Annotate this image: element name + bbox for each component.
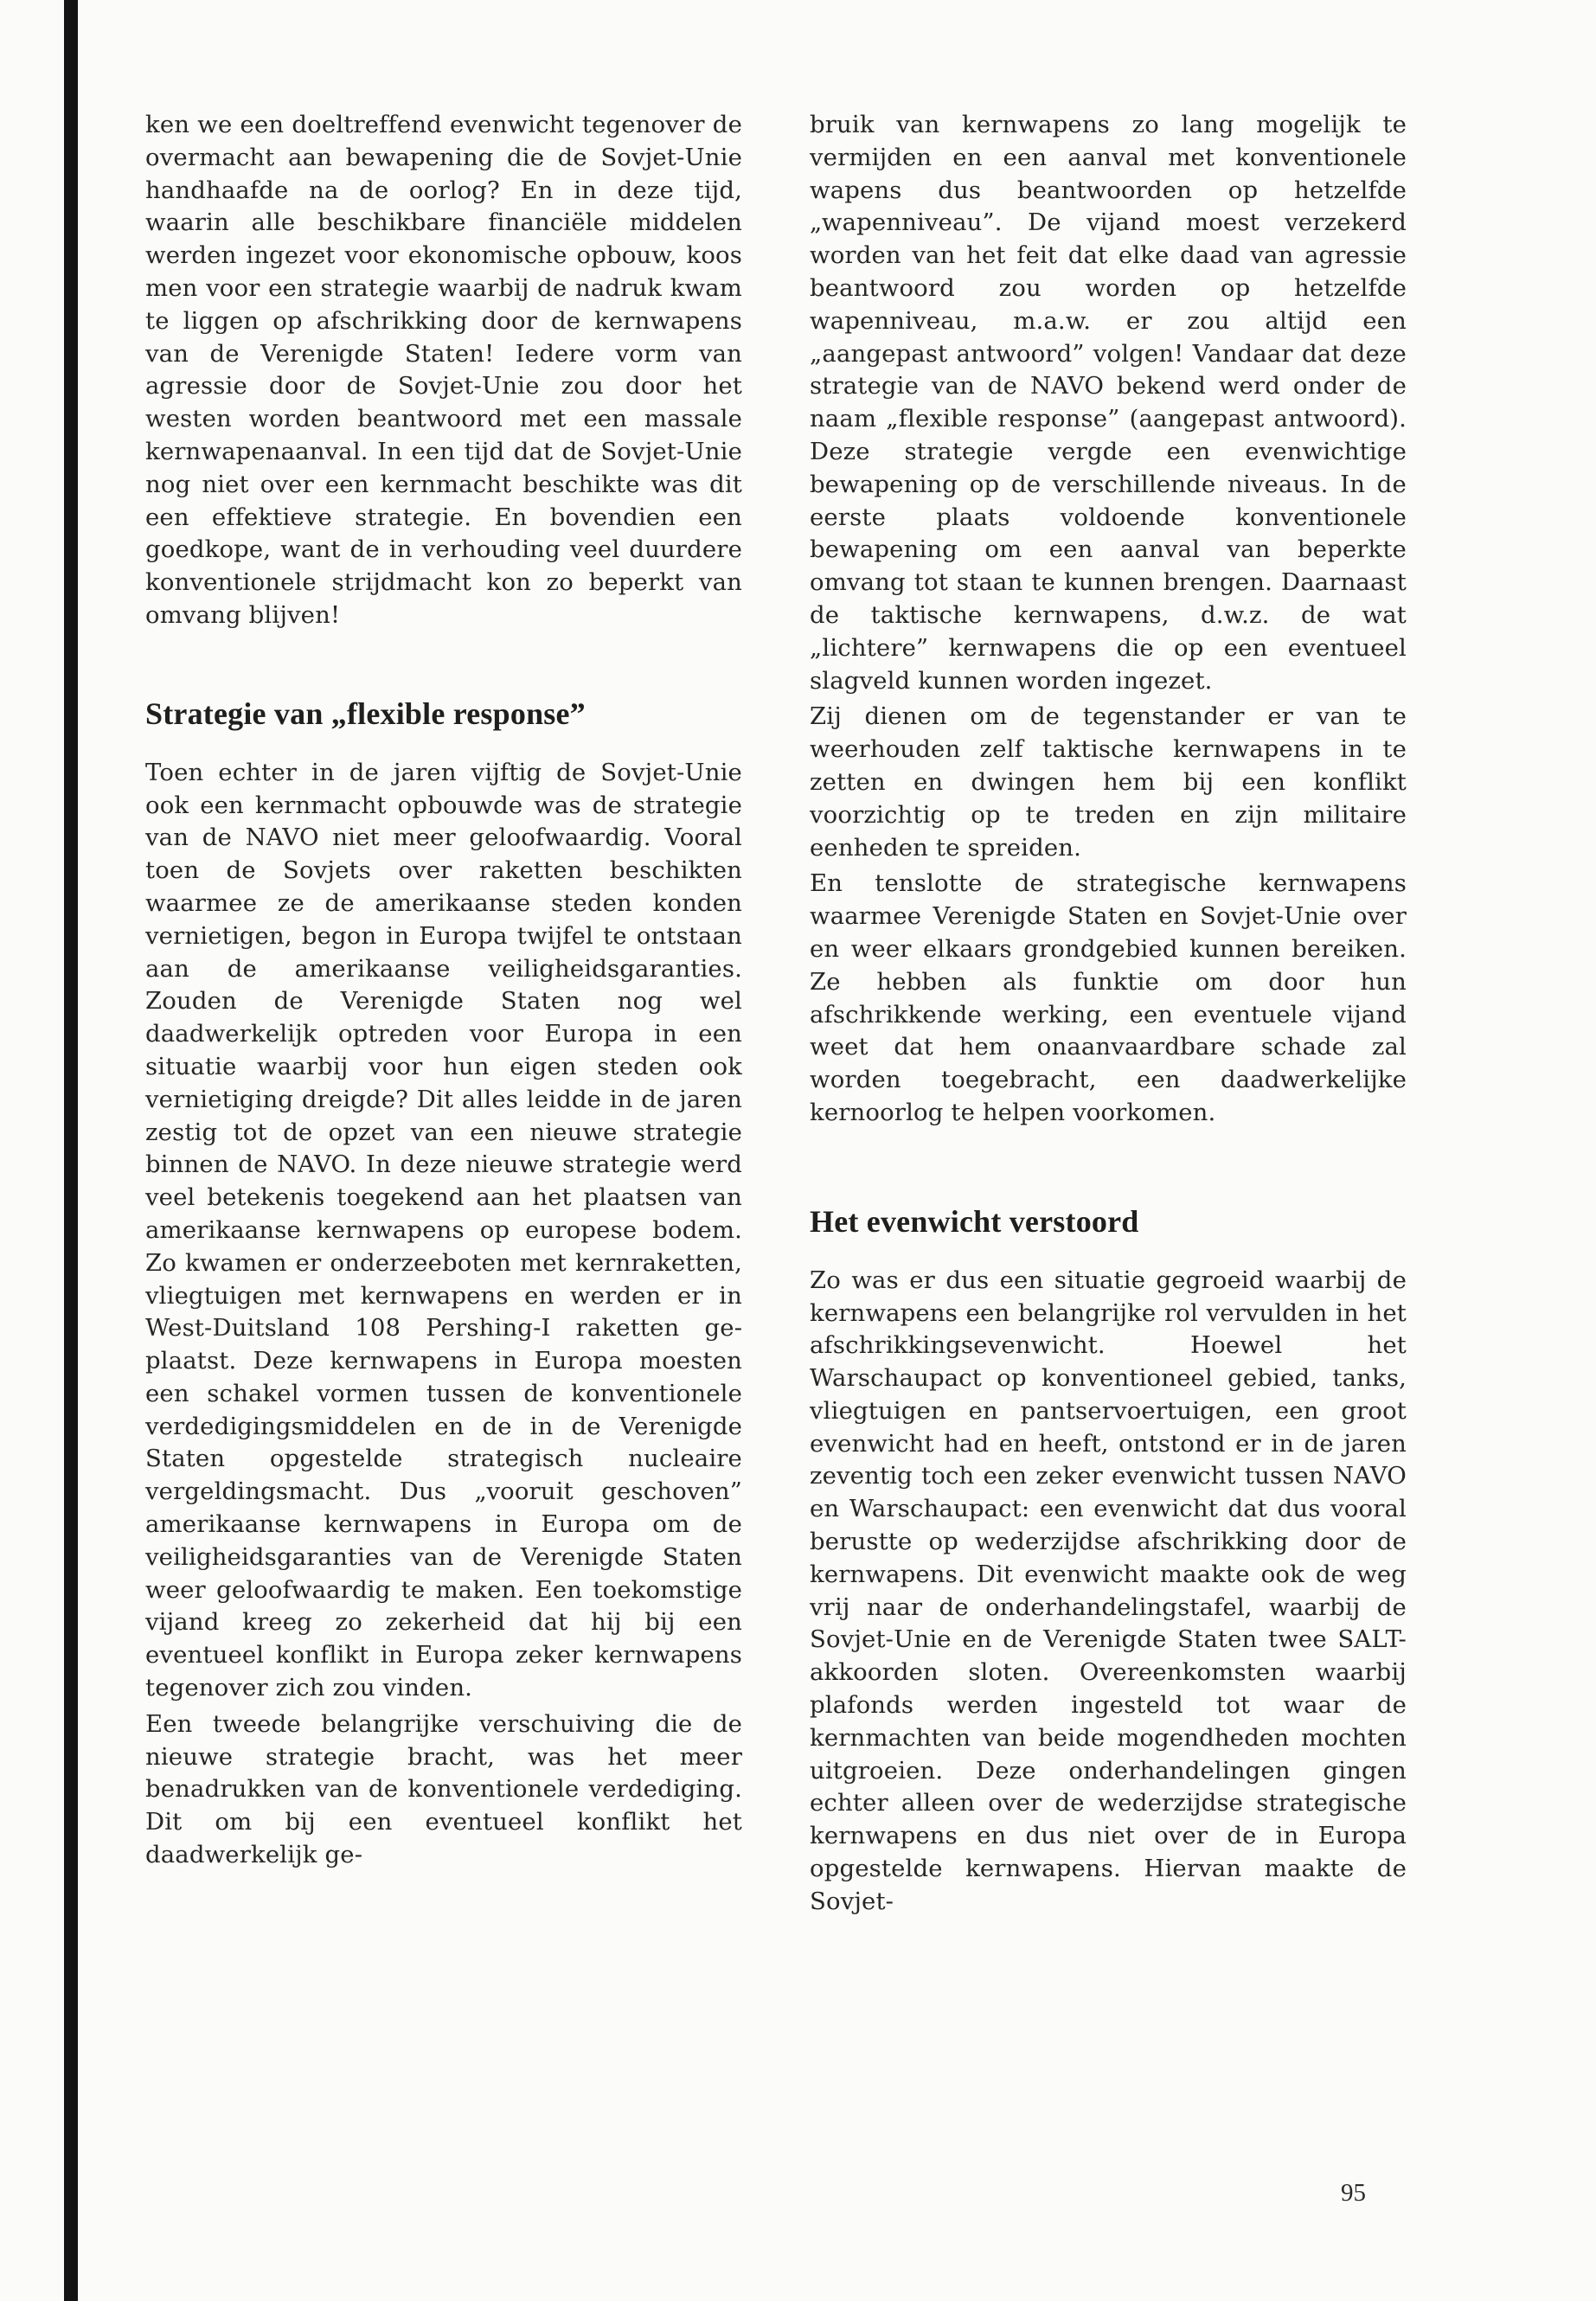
- right-paragraph-4: Zo was er dus een situatie gegroeid waarbij de kernwapens een belangrijke rol vervulden in het afschrikkingsevenwicht. Hoewel het Warschaupact op konventioneel gebied, tanks, vliegtuigen en pantservoertuigen, een groot evenwicht had en heeft, ontstond er in de jaren zeventig toch een zeker evenwicht tussen NAVO en Warschaupact: een evenwicht dat dus vooral berustte op wederzijdse afschrikking door de kernwapens. Dit evenwicht maakte ook de weg vrij naar de onderhandelingstafel, waarbij de Sovjet-Unie en de Verenigde Staten twee SALT-akkoorden sloten. Overeenkomsten waarbij plafonds werden ingesteld tot waar de kernmachten van beide mogendheden mochten uitgroeien. Deze onderhandelingen gingen echter alleen over de wederzijdse strategische kernwapens en dus niet over de in Europa opgestelde kernwapens. Hiervan maakte de Sovjet-: [810, 1266, 1407, 1915]
- left-paragraph-3: Een tweede belangrijke verschuiving die de nieuwe strategie bracht, was het meer benadrukken van de konventionele verdediging. Dit om bij een eventueel konflikt het daadwerkelijk ge-: [145, 1709, 742, 1869]
- right-column: [810, 109, 1407, 1919]
- section-heading-evenwicht-verstoord: Het evenwicht verstoord: [810, 1203, 1139, 1239]
- page-number: 95: [1341, 2179, 1366, 2207]
- left-paragraph-2: Toen echter in de jaren vijftig de Sovjet-Unie ook een kernmacht opbouwde was de strategie van de NAVO niet meer geloofwaardig. Vooral toen de Sovjets over raketten beschikten waarmee ze de amerikaanse steden konden vernietigen, begon in Europa twijfel te ontstaan aan de amerikaanse veiligheidsgaranties. Zouden de Verenigde Staten nog wel daadwerkelijk optreden voor Europa in een situatie waarbij voor hun eigen steden ook vernietiging dreigde? Dit alles leidde in de jaren zestig tot de opzet van een nieuwe strategie binnen de NAVO. In deze nieuwe strategie werd veel betekenis toegekend aan het plaatsen van amerikaanse kernwapens op europese bodem. Zo kwamen er onderzeeboten met kernraketten, vliegtuigen met kernwapens en werden er in West-Duitsland 108 Pershing-I raketten geplaatst. Deze kernwapens in Europa moesten een schakel vormen tussen de konventionele verdedigingsmiddelen en de in de Verenigde Staten opgestelde strategisch nucleaire vergeldingsmacht. Dus „vooruit geschoven” amerikaanse kernwapens in Europa om de veiligheidsgaranties van de Verenigde Staten weer geloofwaardig te maken. Een toekomstige vijand kreeg zo zekerheid dat hij bij een eventueel konflikt in Europa zeker kernwapens tegenover zich zou vinden.: [145, 758, 742, 1702]
- binding-edge-rule: [64, 0, 78, 2301]
- left-paragraph-1: ken we een doeltreffend evenwicht tegenover de overmacht aan bewapening die de Sovjet-Unie handhaafde na de oorlog? En in deze tijd, waarin alle beschikbare financiële middelen werden ingezet voor ekonomische opbouw, koos men voor een strategie waarbij de nadruk kwam te liggen op afschrikking door de kernwapens van de Verenigde Staten! Iedere vorm van agressie door de Sovjet-Unie zou door het westen worden beantwoord met een massale kernwapenaanval. In een tijd dat de Sovjet-Unie nog niet over een kernmacht beschikte was dit een effektieve strategie. En bovendien een goedkope, want de in verhouding veel duurdere konventionele strijdmacht kon zo beperkt van omvang blijven!: [145, 111, 742, 629]
- section-heading-flexible-response: Strategie van „flexible response”: [145, 695, 586, 731]
- right-paragraph-1: bruik van kernwapens zo lang mogelijk te vermijden en een aanval met konventionele wapens dus beantwoorden op hetzelfde „wapenniveau”. De vijand moest verzekerd worden van het feit dat elke daad van agressie beantwoord zou worden op hetzelfde wapenniveau, m.a.w. er zou altijd een „aangepast antwoord” volgen! Vandaar dat deze strategie van de NAVO bekend werd onder de naam „flexible response” (aangepast antwoord). Deze strategie vergde een evenwichtige bewapening op de verschillende niveaus. In de eerste plaats voldoende konventionele bewapening om een aanval van beperkte omvang tot staan te kunnen brengen. Daarnaast de taktische kernwapens, d.w.z. de wat „lichtere” kernwapens die op een eventueel slagveld kunnen worden ingezet.: [810, 111, 1407, 695]
- left-column: [145, 109, 742, 1872]
- right-paragraph-2: Zij dienen om de tegenstander er van te weerhouden zelf taktische kernwapens in te zetten en dwingen hem bij een konflikt voorzichtig op te treden en zijn militaire eenheden te spreiden.: [810, 702, 1407, 862]
- right-paragraph-3: En tenslotte de strategische kernwapens waarmee Verenigde Staten en Sovjet-Unie over en weer elkaars grondgebied kunnen bereiken. Ze hebben als funktie om door hun afschrikkende werking, een eventuele vijand weet dat hem onaanvaardbare schade zal worden toegebracht, een daadwerkelijke kernoorlog te helpen voorkomen.: [810, 869, 1407, 1126]
